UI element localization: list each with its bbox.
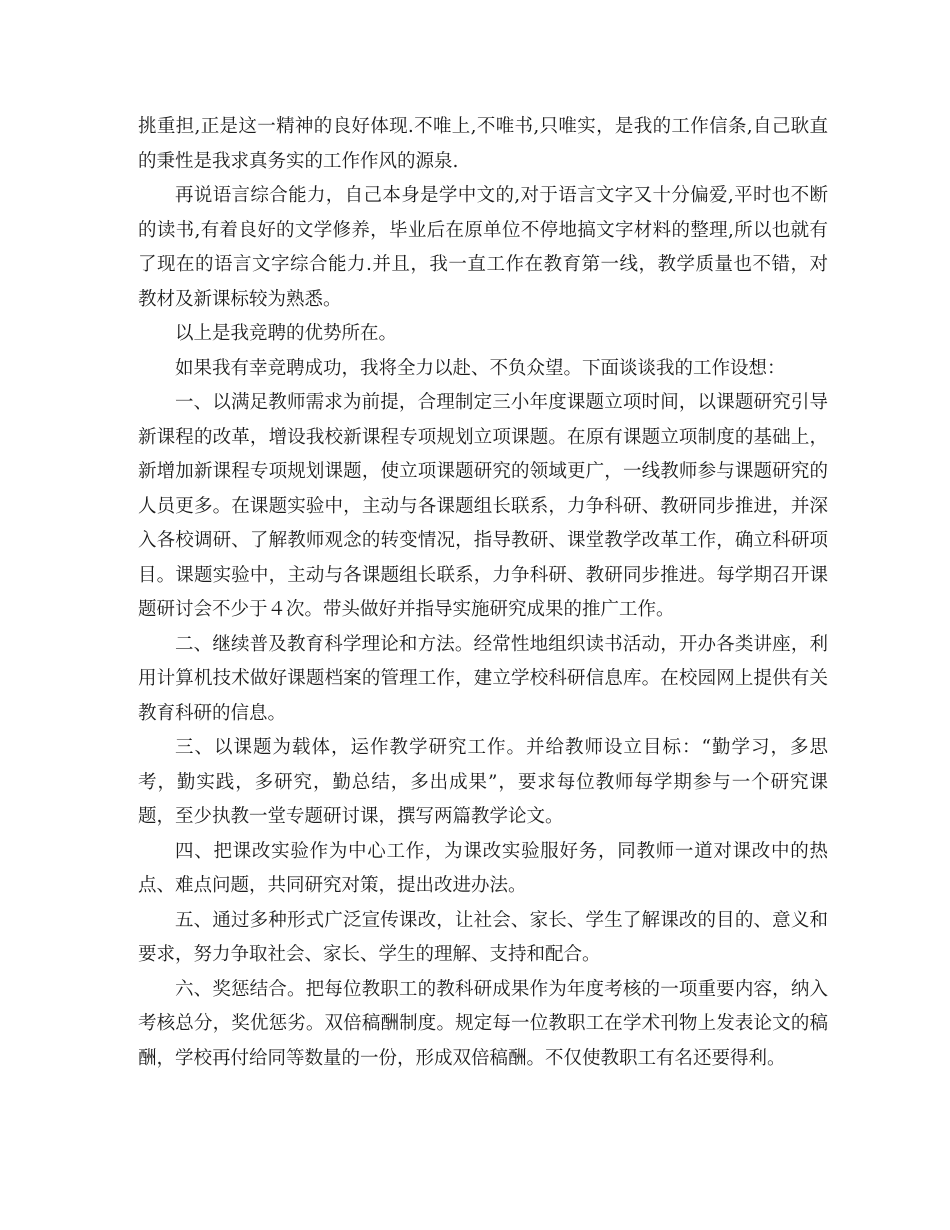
paragraph-language-ability: 再说语言综合能力，自己本身是学中文的,对于语言文字又十分偏爱,平时也不断的读书,有着良好的文学修养，毕业后在原单位不停地搞文字材料的整理,所以也就有了现在的语言文字综合能力.并且，我一直工作在教育第一线，教学质量也不错，对教材及新课标较为熟悉。 <box>138 185 828 310</box>
paragraph-plan-intro: 如果我有幸竞聘成功，我将全力以赴、不负众望。下面谈谈我的工作设想： <box>175 357 786 379</box>
paragraph-advantages: 以上是我竞聘的优势所在。 <box>175 323 398 344</box>
paragraph-plan-2: 二、继续普及教育科学理论和方法。经常性地组织读书活动，开办各类讲座，利用计算机技术做好课题档案的管理工作，建立学校科研信息库。在校园网上提供有关教育科研的信息。 <box>138 633 828 724</box>
paragraph-continued: 挑重担,正是这一精神的良好体现.不唯上,不唯书,只唯实，是我的工作信条,自己耿直的秉性是我求真务实的工作作风的源泉. <box>138 116 828 172</box>
paragraph-plan-5: 五、通过多种形式广泛宣传课改，让社会、家长、学生了解课改的目的、意义和要求，努力争取社会、家长、学生的理解、支持和配合。 <box>138 909 828 965</box>
paragraph-plan-1: 一、以满足教师需求为前提，合理制定三小年度课题立项时间，以课题研究引导新课程的改革，增设我校新课程专项规划立项课题。在原有课题立项制度的基础上，新增加新课程专项规划课题，使立项课题研究的领域更广，一线教师参与课题研究的人员更多。在课题实验中，主动与各课题组长联系，力争科研、教研同步推进，并深入各校调研、了解教师观念的转变情况，指导教研、课堂教学改革工作，确立科研项目。课题实验中，主动与各课题组长联系，力争科研、教研同步推进。每学期召开课题研讨会不少于４次。带头做好并指导实施研究成果的推广工作。 <box>138 392 828 620</box>
paragraph-plan-3: 三、以课题为载体，运作教学研究工作。并给教师设立目标：“勤学习，多思考，勤实践，多研究，勤总结，多出成果”，要求每位教师每学期参与一个研究课题，至少执教一堂专题研讨课，撰写两篇教学论文。 <box>138 737 828 827</box>
paragraph-plan-4: 四、把课改实验作为中心工作，为课改实验服好务，同教师一道对课改中的热点、难点问题，共同研究对策，提出改进办法。 <box>138 840 828 896</box>
paragraph-plan-6: 六、奖惩结合。把每位教职工的教科研成果作为年度考核的一项重要内容，纳入考核总分，奖优惩劣。双倍稿酬制度。规定每一位教职工在学术刊物上发表论文的稿酬，学校再付给同等数量的一份，形成双倍稿酬。不仅使教职工有名还要得利。 <box>138 978 828 1069</box>
document-body <box>138 110 828 1076</box>
